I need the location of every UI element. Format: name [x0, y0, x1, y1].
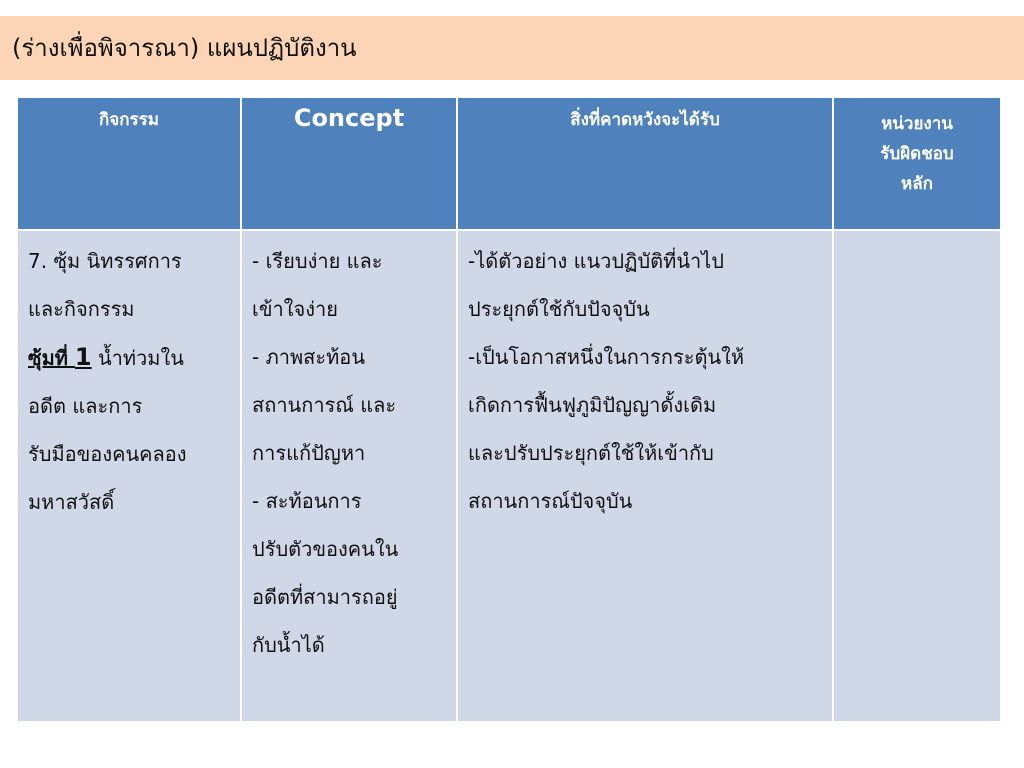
table-header-row — [17, 97, 1001, 230]
header-activity-label: กิจกรรม — [98, 110, 159, 130]
concept-line: สถานการณ์ และ — [252, 393, 397, 417]
cell-concept — [241, 230, 457, 722]
header-responsible-line: หลัก — [901, 173, 933, 194]
concept-line: - เรียบง่าย และ — [252, 249, 383, 273]
responsible-text — [834, 231, 1000, 237]
action-plan-table — [16, 96, 1002, 723]
expected-line: เกิดการฟื้นฟูภูมิปัญญาดั้งเดิม — [468, 393, 717, 417]
cell-expected — [457, 230, 833, 722]
activity-line: อดีต และการ — [28, 394, 143, 418]
expected-text — [458, 231, 832, 525]
expected-line: ประยุกต์ใช้กับปัจจุบัน — [468, 297, 650, 321]
activity-line: 7. ซุ้ม นิทรรศการ — [28, 249, 182, 273]
booth-label: ซุ้มที่ — [28, 346, 75, 370]
header-activity — [17, 97, 241, 230]
booth-number: 1 — [74, 343, 92, 371]
header-responsible-line: รับผิดชอบ — [880, 143, 954, 164]
expected-line: -ได้ตัวอย่าง แนวปฏิบัติที่นำไป — [468, 249, 725, 273]
header-responsible — [833, 97, 1001, 230]
activity-line: และกิจกรรม — [28, 297, 135, 321]
expected-line: -เป็นโอกาสหนึ่งในการกระตุ้นให้ — [468, 345, 745, 369]
header-responsible-label — [834, 98, 1000, 199]
concept-line: อดีตที่สามารถอยู่ — [252, 585, 398, 609]
header-expected-label: สิ่งที่คาดหวังจะได้รับ — [570, 110, 720, 130]
header-concept-label: Concept — [293, 104, 405, 132]
concept-text — [242, 231, 456, 669]
concept-line: กับน้ำได้ — [252, 633, 325, 657]
table-row — [17, 230, 1001, 722]
activity-booth-line — [28, 333, 232, 382]
header-responsible-line: หน่วยงาน — [881, 114, 953, 134]
concept-line: - สะท้อนการ — [252, 489, 362, 513]
booth-description: น้ำท่วมใน — [91, 346, 184, 370]
expected-line: สถานการณ์ปัจจุบัน — [468, 489, 633, 513]
activity-line: มหาสวัสดิ์ — [28, 490, 115, 514]
activity-text — [18, 231, 240, 526]
expected-line: และปรับประยุกต์ใช้ให้เข้ากับ — [468, 441, 714, 465]
concept-line: การแก้ปัญหา — [252, 441, 366, 465]
concept-line: - ภาพสะท้อน — [252, 345, 365, 369]
header-concept — [241, 97, 457, 230]
concept-line: ปรับตัวของคนใน — [252, 537, 399, 561]
slide-title: (ร่างเพื่อพิจารณา) แผนปฏิบัติงาน — [12, 34, 357, 62]
concept-line: เข้าใจง่าย — [252, 297, 338, 321]
activity-line: รับมือของคนคลอง — [28, 442, 187, 466]
cell-activity — [17, 230, 241, 722]
title-bar — [0, 16, 1024, 80]
cell-responsible — [833, 230, 1001, 722]
header-expected — [457, 97, 833, 230]
